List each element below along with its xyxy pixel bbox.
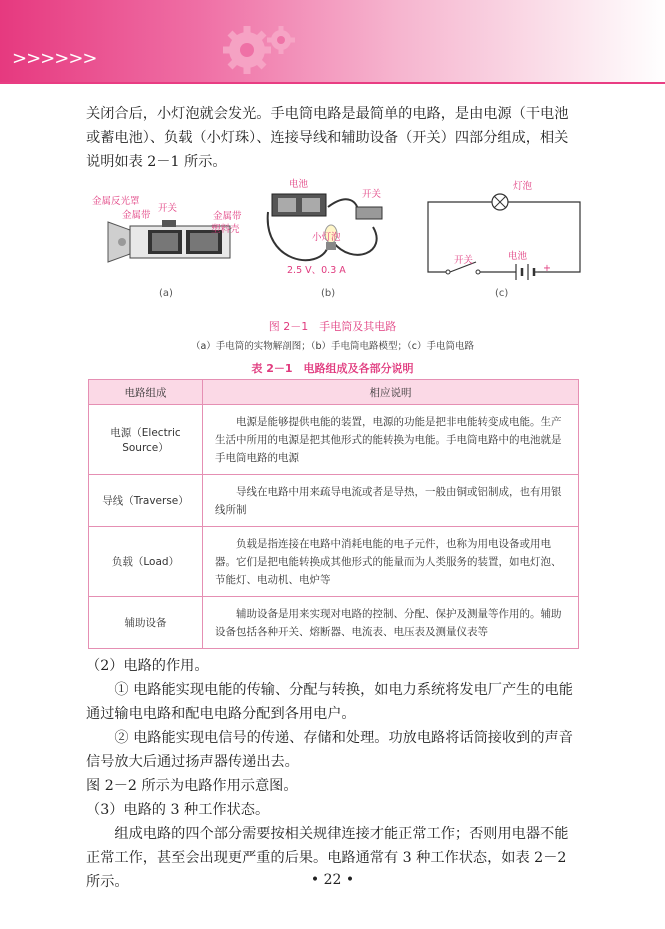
table-cell-desc: 电源是能够提供电能的装置，电源的功能是把非电能转变成电能。生产生活中所用的电源是把其他形式的能转换为电能。手电筒电路中的电池就是手电筒电路的电源 <box>203 405 579 475</box>
paragraph-section-3: （3）电路的 3 种工作状态。 <box>86 802 270 818</box>
circuit-schematic <box>420 180 585 280</box>
label-plus-terminal: + <box>543 263 551 274</box>
label-battery-c: 电池 <box>508 251 528 262</box>
table-row <box>89 475 579 527</box>
paragraph-function-1: ① 电路能实现电能的传输、分配与转换，如电力系统将发电厂产生的电能通过输电电路和配电电路分配到各用电户。 <box>86 682 573 722</box>
label-reflector: 金属反光罩 <box>92 196 140 207</box>
table-cell-name: 导线（Traverse） <box>89 475 203 527</box>
table-header-component: 电路组成 <box>89 380 203 405</box>
table-header-row <box>89 380 579 405</box>
table-row <box>89 527 579 597</box>
table-header-description: 相应说明 <box>203 380 579 405</box>
paragraph-states: 组成电路的四个部分需要按相关规律连接才能正常工作；否则用电器不能正常工作，甚至会出现更严重的后果。电路通常有 3 种工作状态，如表 2－2 所示。 <box>86 826 569 890</box>
table-cell-name: 负载（Load） <box>89 527 203 597</box>
label-switch-b: 开关 <box>362 189 382 200</box>
label-switch-a: 开关 <box>158 203 178 214</box>
label-switch-c: 开关 <box>454 255 474 266</box>
table-cell-desc: 辅助设备是用来实现对电路的控制、分配、保护及测量等作用的。辅助设备包括各种开关、熔断器、电流表、电压表及测量仪表等 <box>203 597 579 649</box>
label-bulb-rating: 2.5 V、0.3 A <box>287 265 346 276</box>
table-cell-name: 电源（Electric Source） <box>89 405 203 475</box>
table-row <box>89 405 579 475</box>
paragraph-section-2: （2）电路的作用。 <box>86 658 209 674</box>
paragraph-fig-ref: 图 2－2 所示为电路作用示意图。 <box>86 778 298 794</box>
paragraph-function-2: ② 电路能实现电信号的传递、存储和处理。功放电路将话筒接收到的声音信号放大后通过扬声器传递出去。 <box>86 730 573 770</box>
figure-subcaption: （a）手电筒的实物解剖图；（b）手电筒电路模型；（c）手电筒电路 <box>190 341 475 352</box>
label-small-bulb: 小灯泡 <box>312 232 341 243</box>
subfigure-label-a: (a) <box>159 288 173 299</box>
table-cell-name: 辅助设备 <box>89 597 203 649</box>
gears-icon <box>215 18 305 82</box>
circuit-components-table <box>88 379 579 649</box>
table-title: 表 2－1 电路组成及各部分说明 <box>251 362 414 375</box>
table-row <box>89 597 579 649</box>
chevron-decoration-icon: >>>>>> <box>12 48 97 69</box>
subfigure-label-c: (c) <box>495 288 509 299</box>
table-cell-desc: 负载是指连接在电路中消耗电能的电子元件，也称为用电设备或用电器。它们是把电能转换成其他形式的能量而为人类服务的装置，如电灯泡、节能灯、电动机、电炉等 <box>203 527 579 597</box>
label-metal-strip-1: 金属带 <box>122 210 151 221</box>
page-number: • 22 • <box>310 872 355 888</box>
paragraph-intro: 关闭合后，小灯泡就会发光。手电筒电路是最简单的电路，是由电源（干电池或蓄电池）、负载（小灯珠）、连接导线和辅助设备（开关）四部分组成，相关说明如表 2－1 所示。 <box>86 106 569 170</box>
figure-caption: 图 2－1 手电筒及其电路 <box>268 320 397 333</box>
page-header-band <box>0 0 665 82</box>
header-divider <box>0 82 665 84</box>
label-lamp: 灯泡 <box>513 181 533 192</box>
label-battery-b: 电池 <box>289 179 309 190</box>
label-metal-strip-2: 金属带 <box>213 211 242 222</box>
subfigure-label-b: (b) <box>321 288 336 299</box>
label-plastic-shell: 塑料壳 <box>211 224 240 235</box>
table-cell-desc: 导线在电路中用来疏导电流或者是导热，一般由铜或铝制成，也有用银线所制 <box>203 475 579 527</box>
